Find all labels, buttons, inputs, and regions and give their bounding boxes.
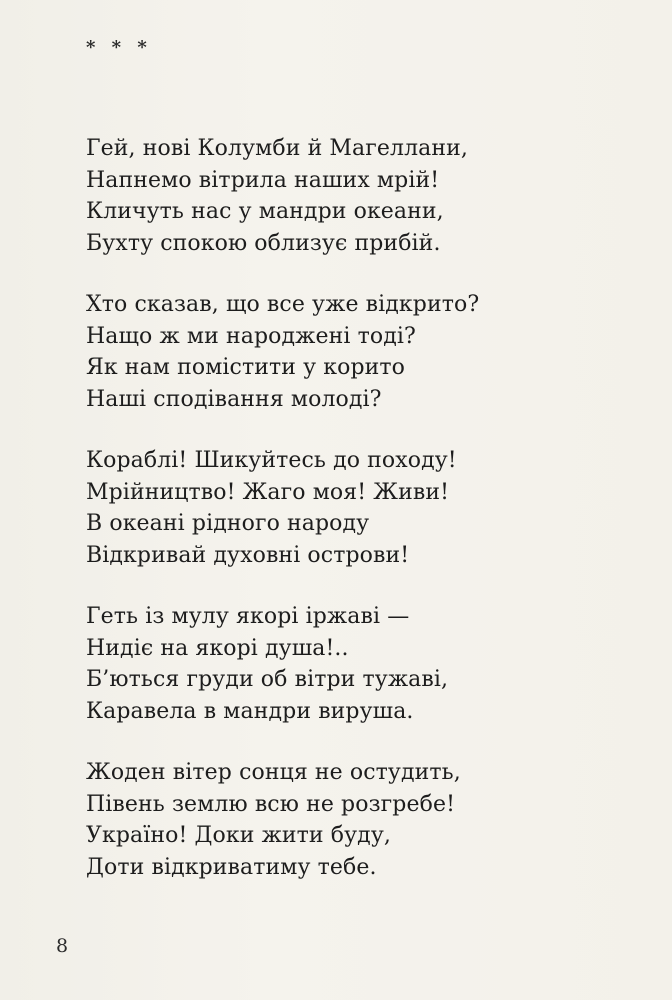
poem-line: Кличуть нас у мандри океани, [86,199,444,224]
poem-line: В океані рідного народу [86,511,370,536]
poem-line: Нащо ж ми народжені тоді? [86,323,416,349]
stanza-2 [86,289,606,415]
poem-line: Як нам помістити у корито [86,355,406,380]
poem-line: Доти відкриватиму тебе. [86,854,377,880]
poem-line: Україно! Доки жити буду, [86,823,391,848]
poem-line: Б’ються груди об вітри тужаві, [86,667,449,692]
stanza-1 [86,133,606,259]
poem-line: Каравела в мандри вируша. [86,698,414,724]
poem-line: Мрійництво! Жаго моя! Живи! [86,479,450,505]
poem-line: Півень землю всю не розгребе! [86,791,456,817]
page-number: 8 [56,935,69,957]
poem-line: Наші сподівання молоді? [86,386,382,412]
stanza-5 [86,757,606,883]
poem-line: Відкривай духовні острови! [86,542,410,568]
poem [86,133,606,913]
poem-line: Напнемо вітрила наших мрій! [86,167,440,193]
poem-line: Нидіє на якорі душа!.. [86,635,349,661]
section-ornament: * * * [86,37,152,58]
poem-line: Геть із мулу якорі іржаві — [86,604,410,629]
poem-line: Кораблі! Шикуйтесь до походу! [86,448,457,473]
poem-line: Жоден вітер сонця не остудить, [86,760,461,785]
stanza-4 [86,601,606,727]
stanza-3 [86,445,606,571]
poem-line: Гей, нові Колумби й Магеллани, [86,136,468,161]
poem-line: Бухту спокою облизує прибій. [86,230,441,256]
poem-line: Хто сказав, що все уже відкрито? [86,292,480,317]
